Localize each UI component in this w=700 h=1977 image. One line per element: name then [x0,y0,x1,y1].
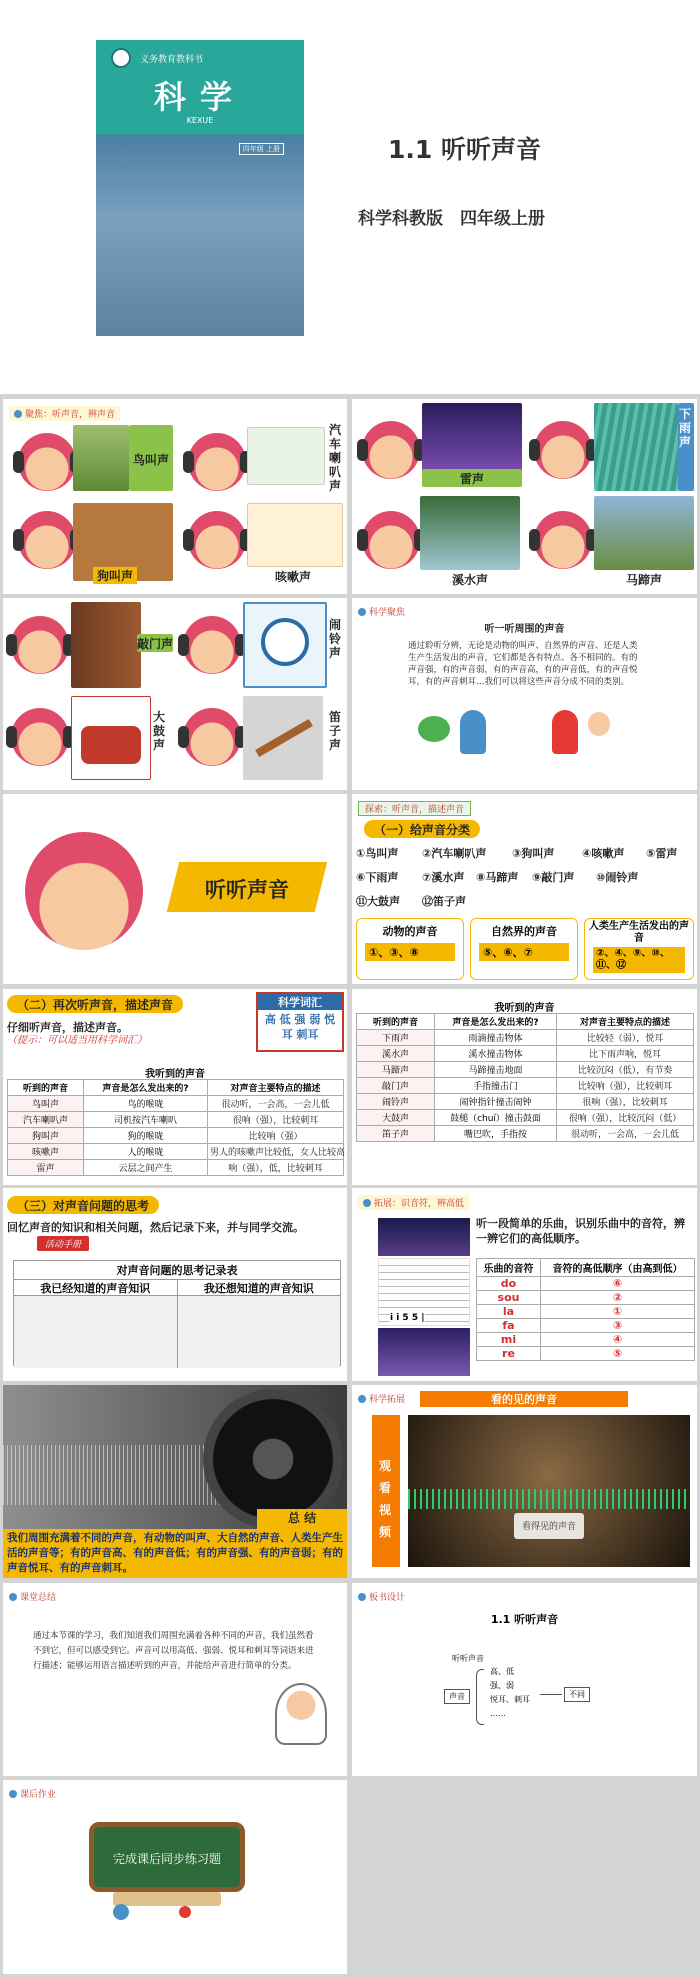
sound-item: ⑦溪水声 [422,871,465,884]
slide-video [352,1385,697,1578]
rain-illustration [594,403,678,491]
vocab-words: 高 低 强 弱 悦耳 刺耳 [264,1013,336,1041]
slide-classify [352,794,697,984]
note-row [477,1347,695,1361]
table-cell: 鼓槌（chuí）撞击鼓面 [435,1110,557,1126]
table-row [357,1062,694,1078]
girl-headphones-icon [18,433,76,491]
slide-homework [3,1780,347,1974]
drum-icon [81,726,141,764]
section-heading: （一）给声音分类 [364,820,480,838]
board-item: 高、低 [490,1667,514,1676]
table-cell: 狗的喉咙 [84,1128,208,1144]
category-answer: ①、③、⑧ [365,943,455,961]
table-cell: 响（强），低，比较刺耳 [208,1160,344,1176]
board-sub: 听听声音 [452,1654,484,1663]
table-cell: 雨滴撞击物体 [435,1030,557,1046]
girl-headphones-icon [183,616,241,674]
table-row [8,1128,344,1144]
clock-icon [261,618,309,666]
waveform-line [408,1489,690,1509]
table-cell: 很响（强），比较刺耳 [557,1094,694,1110]
video-player[interactable] [408,1415,690,1567]
focus-body: 通过聆听分辨，无论是动物的叫声、自然界的声音、还是人类生产生活发出的声音，它们都是各有特点、各不相同的。有的声音强，有的声音弱，有的声音高，有的声音低，有的声音悦耳，有的声音刺耳…我们可以将这些声音分成不同的类别。 [408,641,638,687]
note-rank: ② [541,1291,695,1305]
note-name: re [477,1347,541,1361]
table-header: 声音是怎么发出来的? [84,1080,208,1096]
homework-text: 完成课后同步练习题 [112,1852,221,1866]
table-cell: 敲门声 [357,1078,435,1094]
sound-item: ③狗叫声 [512,847,555,860]
table-cell: 鸟叫声 [8,1096,84,1112]
textbook-cover [96,40,304,336]
table-cell: 很动听，一会高，一会儿低 [208,1096,344,1112]
note-table [476,1258,695,1361]
sound-item: ⑥下雨声 [356,871,399,884]
girl-headphones-icon [362,421,420,479]
label-alarm: 闹铃声 [329,618,342,660]
slide-summary [3,1385,347,1578]
space-image [378,1328,470,1376]
table-cell: 汽车喇叭声 [8,1112,84,1128]
hint-text: （提示：可以适当用科学词汇） [7,1035,147,1046]
table-row [357,1046,694,1062]
table-cell: 很响（强），比较刺耳 [208,1112,344,1128]
board-item: 悦耳、刺耳 [490,1695,530,1704]
task-text: 听一段简单的乐曲，识别乐曲中的音符，辨一辨它们的高低顺序。 [476,1217,685,1245]
cover-grade: 四年级 上册 [239,143,284,155]
board-item: 强、弱 [490,1681,514,1690]
table-header: 对声音主要特点的描述 [208,1080,344,1096]
board-item: …… [490,1709,506,1718]
table-cell: 大鼓声 [357,1110,435,1126]
arrow [540,1694,562,1695]
table-row [357,1078,694,1094]
table-title: 我听到的声音 [145,1069,205,1080]
table-header: 乐曲的音符 [477,1259,541,1277]
sound-item: ⑪大鼓声 [356,895,400,908]
table-cell: 比较轻（弱），悦耳 [557,1030,694,1046]
sound-item: ⑫笛子声 [422,895,466,908]
slide-science-focus [352,598,697,790]
teacher-illustration [275,1683,327,1745]
note-name: sou [477,1291,541,1305]
table-cell: 马蹄撞击地面 [435,1062,557,1078]
sound-item: ①鸟叫声 [356,847,399,860]
table-header: 听到的声音 [357,1014,435,1030]
label-cough: 咳嗽声 [275,570,312,584]
label-door: 敲门声 [136,637,173,651]
empty-slot [352,1780,697,1974]
record-col-want: 我还想知道的声音知识 [203,1282,314,1295]
table-row [8,1144,344,1160]
label-car-horn: 汽车喇叭声 [329,423,342,493]
lightning-photo [422,403,522,473]
table-row [357,1094,694,1110]
brace [476,1669,484,1725]
section-heading: （三）对声音问题的思考 [7,1196,159,1214]
door-knock-photo [71,602,141,688]
girl-headphones-icon [18,511,76,569]
table-row [357,1110,694,1126]
slide-lesson-banner [3,794,347,984]
creek-photo [420,496,520,570]
note-row [477,1319,695,1333]
slide-thinking [3,1188,347,1381]
speaker-image [203,1389,343,1529]
board-mid-list [490,1665,530,1721]
label-drum: 大鼓声 [153,710,166,752]
slide-nature-sounds [352,399,697,594]
note-rank: ③ [541,1319,695,1333]
table-cell: 比较响（强） [208,1128,344,1144]
table-cell: 溪水声 [357,1046,435,1062]
table-row [8,1112,344,1128]
girl-headphones-icon [11,708,69,766]
slide-caption: 拓展：识音符，辨高低 [358,1195,469,1210]
cover-title: 科学 [153,78,246,116]
table-cell: 比下雨声响，悦耳 [557,1046,694,1062]
bullet-icon [9,1593,17,1601]
table-cell: 男人的咳嗽声比较低，女人比较高 [208,1144,344,1160]
note-rank: ④ [541,1333,695,1347]
table-row [357,1126,694,1142]
bullet-icon [9,1790,17,1798]
table-cell: 马蹄声 [357,1062,435,1078]
table-cell: 闹铃声 [357,1094,435,1110]
table-cell: 嘴巴吹，手指按 [435,1126,557,1142]
label-dog: 狗叫声 [93,567,137,584]
label-bird: 鸟叫声 [132,453,169,467]
slide-caption: 科学拓展 [358,1392,405,1405]
side-tab-label: 观看视频 [379,1459,392,1539]
note-row [477,1305,695,1319]
record-cell-want[interactable] [178,1296,341,1368]
table-header: 音符的高低顺序（由高到低） [541,1259,695,1277]
slide-animal-sounds [3,399,347,594]
bullet-icon [358,608,366,616]
table-cell: 比较沉闷（低），有节奏 [557,1062,694,1078]
category-answer: ②、④、⑨、⑩、⑪、⑫ [593,947,685,973]
focus-heading: 听一听周围的声音 [484,624,565,635]
sound-item: ⑧马蹄声 [476,871,519,884]
note-name: la [477,1305,541,1319]
cover-series: 义务教育教科书 [140,55,204,65]
note-name: do [477,1277,541,1291]
label-rain: 下雨声 [679,407,692,449]
bullet-icon [14,410,22,418]
slide-caption: 板书设计 [358,1590,405,1603]
table-title: 我听到的声音 [494,1003,555,1014]
table-header: 听到的声音 [8,1080,84,1096]
girl-headphones-icon [11,616,69,674]
note-row [477,1333,695,1347]
table-cell: 云层之间产生 [84,1160,208,1176]
bullet-icon [363,1199,371,1207]
baby-illustration [588,712,610,736]
table-cell: 鸟的喉咙 [84,1096,208,1112]
table-header: 声音是怎么发出来的? [435,1014,557,1030]
category-answer: ⑤、⑥、⑦ [479,943,569,961]
horses-photo [594,496,694,570]
girl-headphones-icon [362,511,420,569]
banner-title: 听听声音 [205,878,289,902]
boy-illustration [460,710,486,754]
slide-caption: 课后作业 [9,1787,56,1800]
girl-headphones-icon [183,708,241,766]
table-cell: 比较响（强），比较刺耳 [557,1078,694,1094]
category-title: 人类生产生活发出的声音 [589,921,689,944]
cough-illustration [247,503,343,567]
note-rank: ⑥ [541,1277,695,1291]
table-row [357,1030,694,1046]
sound-item: ⑤雷声 [646,847,678,860]
bird-photo [73,425,129,491]
record-cell-known[interactable] [14,1296,178,1368]
section-heading: （二）再次听声音，描述声音 [7,995,183,1013]
table-cell: 很响（强），比较沉闷（低） [557,1110,694,1126]
task-text: 回忆声音的知识和相关问题，然后记录下来，并与同学交流。 [7,1221,304,1234]
video-caption: 看得见的声音 [521,1522,576,1532]
summary-title-tag: 总 结 [257,1509,347,1529]
note-row [477,1291,695,1305]
record-table-title: 对声音问题的思考记录表 [14,1261,340,1280]
slide-caption: 课堂总结 [9,1590,56,1603]
cover-emblem [111,48,131,68]
girl-headphones-icon [534,511,592,569]
board-right-box: 不同 [564,1687,590,1702]
activity-tag: 活动手册 [37,1236,89,1251]
slide-board-design [352,1583,697,1776]
girl-headphones-icon [534,421,592,479]
slide-caption: 聚焦：听声音，辨声音 [9,406,120,421]
slide-notes [352,1188,697,1381]
clock-icon [113,1904,129,1920]
table-cell: 狗叫声 [8,1128,84,1144]
slide-caption: 科学聚焦 [358,605,405,618]
note-row [477,1277,695,1291]
category-title: 动物的声音 [382,925,438,938]
sound-item: ④咳嗽声 [582,847,625,860]
record-table [13,1260,341,1366]
girl-headphones-icon [188,511,246,569]
table-cell: 咳嗽声 [8,1144,84,1160]
sound-item: ⑩闹铃声 [596,871,639,884]
girl-headphones-big-icon [25,832,143,950]
bullet-icon [358,1395,366,1403]
note-rank: ⑤ [541,1347,695,1361]
table-cell: 下雨声 [357,1030,435,1046]
label-hooves: 马蹄声 [625,573,662,587]
vocab-title: 科学词汇 [258,994,342,1010]
board-title: 1.1 听听声音 [490,1613,559,1626]
category-title: 自然界的声音 [491,925,557,938]
table-cell: 司机按汽车喇叭 [84,1112,208,1128]
sound-table [356,1013,694,1142]
summary-text: 我们周围充满着不同的声音，有动物的叫声、大自然的声音、人类生产生活的声音等；有的声音高、有的声音低；有的声音强、有的声音弱；有的声音悦耳、有的声音刺耳。 [3,1529,347,1578]
table-row [8,1096,344,1112]
score-text: i i 5 5 | [390,1313,425,1323]
slide-title [0,0,700,394]
table-cell: 闹钟指针撞击闹钟 [435,1094,557,1110]
table-row [8,1160,344,1176]
instruction-text: 仔细听声音，描述声音。 [7,1021,128,1034]
summary-body: 通过本节课的学习，我们知道我们周围充满着各种不同的声音，我们虽然看不到它，但可以感受到它。声音可以用高低、强弱、悦耳和刺耳等词语来进行描述；能够运用语言描述听到的声音，并能给声音进行简单的分类。 [33,1631,314,1671]
slide-life-sounds [3,598,347,790]
lesson-title: 1.1 听听声音 [388,135,541,164]
space-image [378,1218,470,1256]
vocab-box [256,992,344,1052]
sound-item: ⑨敲门声 [532,871,575,884]
table-header: 对声音主要特点的描述 [557,1014,694,1030]
category-box [470,918,578,980]
table-cell: 很动听，一会高，一会儿低 [557,1126,694,1142]
slide-caption: 探索：听声音，描述声音 [358,801,471,816]
board-left-box: 声音 [444,1689,470,1704]
table-cell: 笛子声 [357,1126,435,1142]
category-box [356,918,464,980]
girl-headphones-icon [188,433,246,491]
slide-describe-1 [3,989,347,1185]
girl-illustration [552,710,578,754]
note-rank: ① [541,1305,695,1319]
slide-class-summary [3,1583,347,1776]
table-cell: 手指撞击门 [435,1078,557,1094]
table-cell: 人的喉咙 [84,1144,208,1160]
car-horn-illustration [247,427,325,485]
bullet-icon [358,1593,366,1601]
label-creek: 溪水声 [451,573,488,587]
record-col-known: 我已经知道的声音知识 [14,1280,178,1295]
frog-illustration [418,716,450,742]
apple-icon [179,1906,191,1918]
table-cell: 雷声 [8,1160,84,1176]
cover-pinyin: KEXUE [186,116,214,125]
category-box [584,918,694,980]
label-flute: 笛子声 [329,710,342,752]
label-thunder: 雷声 [459,472,484,486]
video-banner: 看的见的声音 [420,1391,628,1407]
table-cell: 溪水撞击物体 [435,1046,557,1062]
lesson-subtitle: 科学科教版 四年级上册 [358,209,545,229]
note-name: mi [477,1333,541,1347]
note-name: fa [477,1319,541,1333]
sound-table [7,1079,344,1176]
sound-item: ②汽车喇叭声 [422,847,487,860]
board-stand [113,1892,221,1906]
slide-describe-2 [352,989,697,1185]
